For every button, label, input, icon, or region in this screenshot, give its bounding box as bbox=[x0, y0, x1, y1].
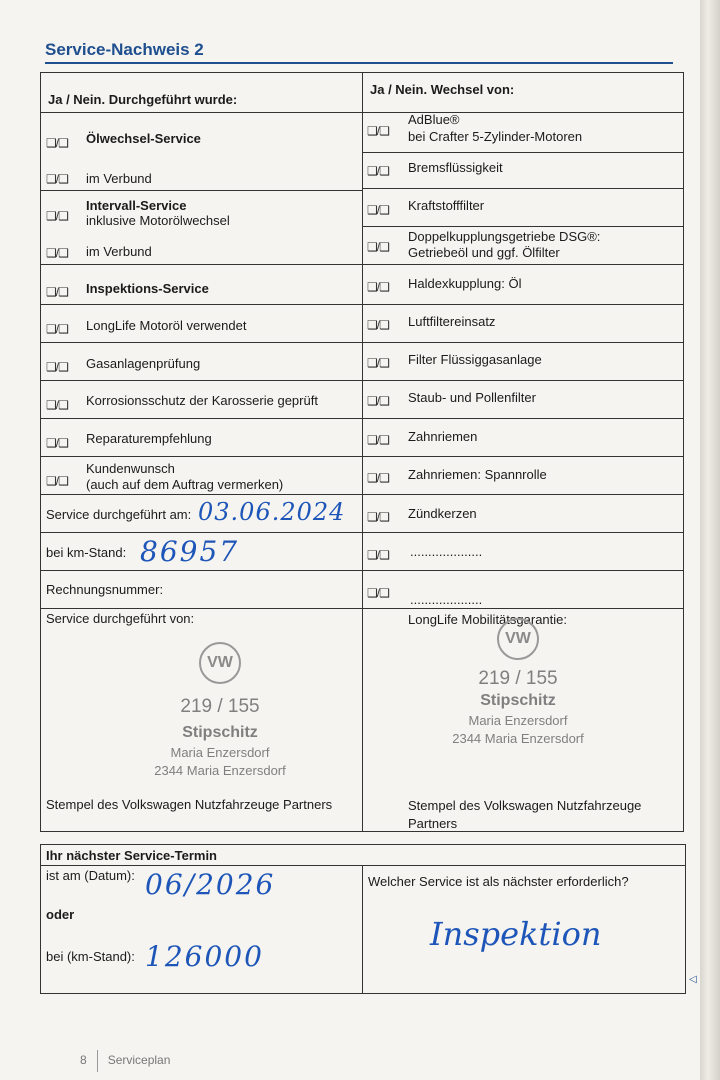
repair-recommendation-label: Reparaturempfehlung bbox=[86, 431, 212, 446]
yes-no-checkbox[interactable]: ❑/❑ bbox=[46, 136, 68, 150]
pollen-filter-label: Staub- und Pollenfilter bbox=[408, 390, 536, 405]
page-heading: Service-Nachweis 2 bbox=[45, 40, 204, 59]
row-line bbox=[40, 418, 684, 419]
stamp-caption-right-1: Stempel des Volkswagen Nutzfahrzeuge bbox=[408, 798, 642, 813]
inspection-service-label: Inspektions-Service bbox=[86, 281, 209, 296]
yes-no-checkbox[interactable]: ❑/❑ bbox=[46, 436, 68, 450]
dealer-stamp-right bbox=[418, 618, 618, 746]
left-column-header: Ja / Nein. Durchgeführt wurde: bbox=[48, 92, 238, 107]
customer-wish-note: (auch auf dem Auftrag vermerken) bbox=[86, 477, 284, 492]
vw-logo-icon: VW bbox=[497, 618, 539, 660]
service-by-label: Service durchgeführt von: bbox=[46, 611, 195, 626]
yes-no-checkbox[interactable]: ❑/❑ bbox=[367, 548, 389, 562]
lpg-filter-label: Filter Flüssiggasanlage bbox=[408, 352, 542, 367]
stamp-line-1: Maria Enzersdorf bbox=[170, 745, 270, 760]
dsg-note: Getriebeöl und ggf. Ölfilter bbox=[408, 245, 560, 260]
brake-fluid-label: Bremsflüssigkeit bbox=[408, 160, 503, 175]
footer-divider bbox=[97, 1050, 98, 1072]
dealer-stamp-left bbox=[120, 642, 320, 778]
yes-no-checkbox[interactable]: ❑/❑ bbox=[367, 510, 389, 524]
row-line bbox=[40, 380, 684, 381]
stamp-caption-left: Stempel des Volkswagen Nutzfahrzeuge Partners bbox=[46, 797, 333, 812]
oil-service-label: Ölwechsel-Service bbox=[86, 131, 201, 146]
row-line bbox=[362, 152, 684, 153]
haldex-label: Haldexkupplung: Öl bbox=[408, 276, 522, 291]
yes-no-checkbox[interactable]: ❑/❑ bbox=[367, 356, 389, 370]
air-filter-label: Luftfiltereinsatz bbox=[408, 314, 496, 329]
row-line bbox=[40, 608, 684, 609]
longlife-guarantee-label: LongLife Mobilitätsgarantie: bbox=[408, 612, 567, 627]
next-service-title: Ihr nächster Service-Termin bbox=[46, 848, 217, 863]
adblue-note: bei Crafter 5-Zylinder-Motoren bbox=[408, 129, 583, 144]
next-km-value[interactable]: 126000 bbox=[145, 940, 264, 973]
row-line bbox=[40, 264, 684, 265]
km-label: bei km-Stand: bbox=[46, 545, 127, 560]
next-service-question: Welcher Service ist als nächster erforderlich? bbox=[368, 874, 629, 889]
vw-logo-icon: VW bbox=[199, 642, 241, 684]
stamp-caption-right-2: Partners bbox=[408, 816, 458, 831]
page-edge bbox=[700, 0, 720, 1080]
triangle-marker-icon: ◁ bbox=[689, 974, 697, 985]
yes-no-checkbox[interactable]: ❑/❑ bbox=[46, 209, 68, 223]
stamp-line-2: 2344 Maria Enzersdorf bbox=[452, 731, 584, 746]
row-line bbox=[40, 494, 684, 495]
table-divider bbox=[362, 72, 363, 832]
interval-verbund-label: im Verbund bbox=[86, 244, 152, 259]
row-line bbox=[40, 865, 686, 866]
right-column-header: Ja / Nein. Wechsel von: bbox=[370, 82, 515, 97]
yes-no-checkbox[interactable]: ❑/❑ bbox=[46, 246, 68, 260]
row-line bbox=[40, 112, 684, 113]
yes-no-checkbox[interactable]: ❑/❑ bbox=[367, 203, 389, 217]
next-date-label: ist am (Datum): bbox=[46, 868, 135, 883]
or-label: oder bbox=[46, 907, 75, 922]
yes-no-checkbox[interactable]: ❑/❑ bbox=[367, 471, 389, 485]
fuel-filter-label: Kraftstofffilter bbox=[408, 198, 485, 213]
page-number: 8 bbox=[80, 1053, 87, 1068]
yes-no-checkbox[interactable]: ❑/❑ bbox=[367, 240, 389, 254]
invoice-number-label: Rechnungsnummer: bbox=[46, 582, 164, 597]
next-service-answer[interactable]: Inspektion bbox=[430, 915, 602, 953]
stamp-line-2: 2344 Maria Enzersdorf bbox=[154, 763, 286, 778]
stamp-dealer-name: Stipschitz bbox=[480, 692, 556, 709]
dsg-label: Doppelkupplungsgetriebe DSG®: bbox=[408, 229, 601, 244]
heading-rule bbox=[45, 62, 673, 64]
next-divider bbox=[362, 865, 363, 994]
row-line bbox=[40, 456, 684, 457]
yes-no-checkbox[interactable]: ❑/❑ bbox=[367, 394, 389, 408]
yes-no-checkbox[interactable]: ❑/❑ bbox=[367, 124, 389, 138]
km-value[interactable]: 86957 bbox=[140, 535, 240, 568]
yes-no-checkbox[interactable]: ❑/❑ bbox=[367, 164, 389, 178]
row-line bbox=[362, 188, 684, 189]
gas-check-label: Gasanlagenprüfung bbox=[86, 356, 201, 371]
spark-plugs-label: Zündkerzen bbox=[408, 506, 477, 521]
stamp-line-1: Maria Enzersdorf bbox=[468, 713, 568, 728]
row-line bbox=[40, 532, 684, 533]
stamp-dealer-name: Stipschitz bbox=[182, 724, 258, 741]
next-km-label: bei (km-Stand): bbox=[46, 949, 135, 964]
row-line bbox=[40, 342, 684, 343]
yes-no-checkbox[interactable]: ❑/❑ bbox=[46, 285, 68, 299]
yes-no-checkbox[interactable]: ❑/❑ bbox=[46, 322, 68, 336]
corrosion-check-label: Korrosionsschutz der Karosserie geprüft bbox=[86, 393, 318, 408]
yes-no-checkbox[interactable]: ❑/❑ bbox=[367, 280, 389, 294]
yes-no-checkbox[interactable]: ❑/❑ bbox=[367, 318, 389, 332]
belt-tensioner-label: Zahnriemen: Spannrolle bbox=[408, 467, 547, 482]
longlife-oil-label: LongLife Motoröl verwendet bbox=[86, 318, 247, 333]
yes-no-checkbox[interactable]: ❑/❑ bbox=[46, 360, 68, 374]
service-date-value[interactable]: 03.06.2024 bbox=[198, 498, 346, 526]
yes-no-checkbox[interactable]: ❑/❑ bbox=[46, 172, 68, 186]
adblue-label: AdBlue® bbox=[408, 112, 460, 127]
service-date-label: Service durchgeführt am: bbox=[46, 507, 192, 522]
yes-no-checkbox[interactable]: ❑/❑ bbox=[46, 398, 68, 412]
row-line bbox=[40, 570, 684, 571]
blank-item-1[interactable]: .................... bbox=[410, 544, 483, 559]
interval-service-sub: inklusive Motorölwechsel bbox=[86, 213, 230, 228]
blank-item-2[interactable]: .................... bbox=[410, 592, 483, 607]
stamp-number: 219 / 155 bbox=[478, 668, 558, 689]
next-date-value[interactable]: 06/2026 bbox=[145, 868, 276, 901]
customer-wish-label: Kundenwunsch bbox=[86, 461, 175, 476]
row-line bbox=[40, 190, 362, 191]
row-line bbox=[40, 304, 684, 305]
footer-section: Serviceplan bbox=[107, 1053, 171, 1068]
yes-no-checkbox[interactable]: ❑/❑ bbox=[367, 586, 389, 600]
interval-service-label: Intervall-Service bbox=[86, 198, 187, 213]
stamp-number: 219 / 155 bbox=[180, 696, 260, 717]
row-line bbox=[362, 226, 684, 227]
oil-verbund-label: im Verbund bbox=[86, 171, 152, 186]
timing-belt-label: Zahnriemen bbox=[408, 429, 478, 444]
yes-no-checkbox[interactable]: ❑/❑ bbox=[46, 474, 68, 488]
page-footer bbox=[80, 1050, 170, 1072]
yes-no-checkbox[interactable]: ❑/❑ bbox=[367, 433, 389, 447]
